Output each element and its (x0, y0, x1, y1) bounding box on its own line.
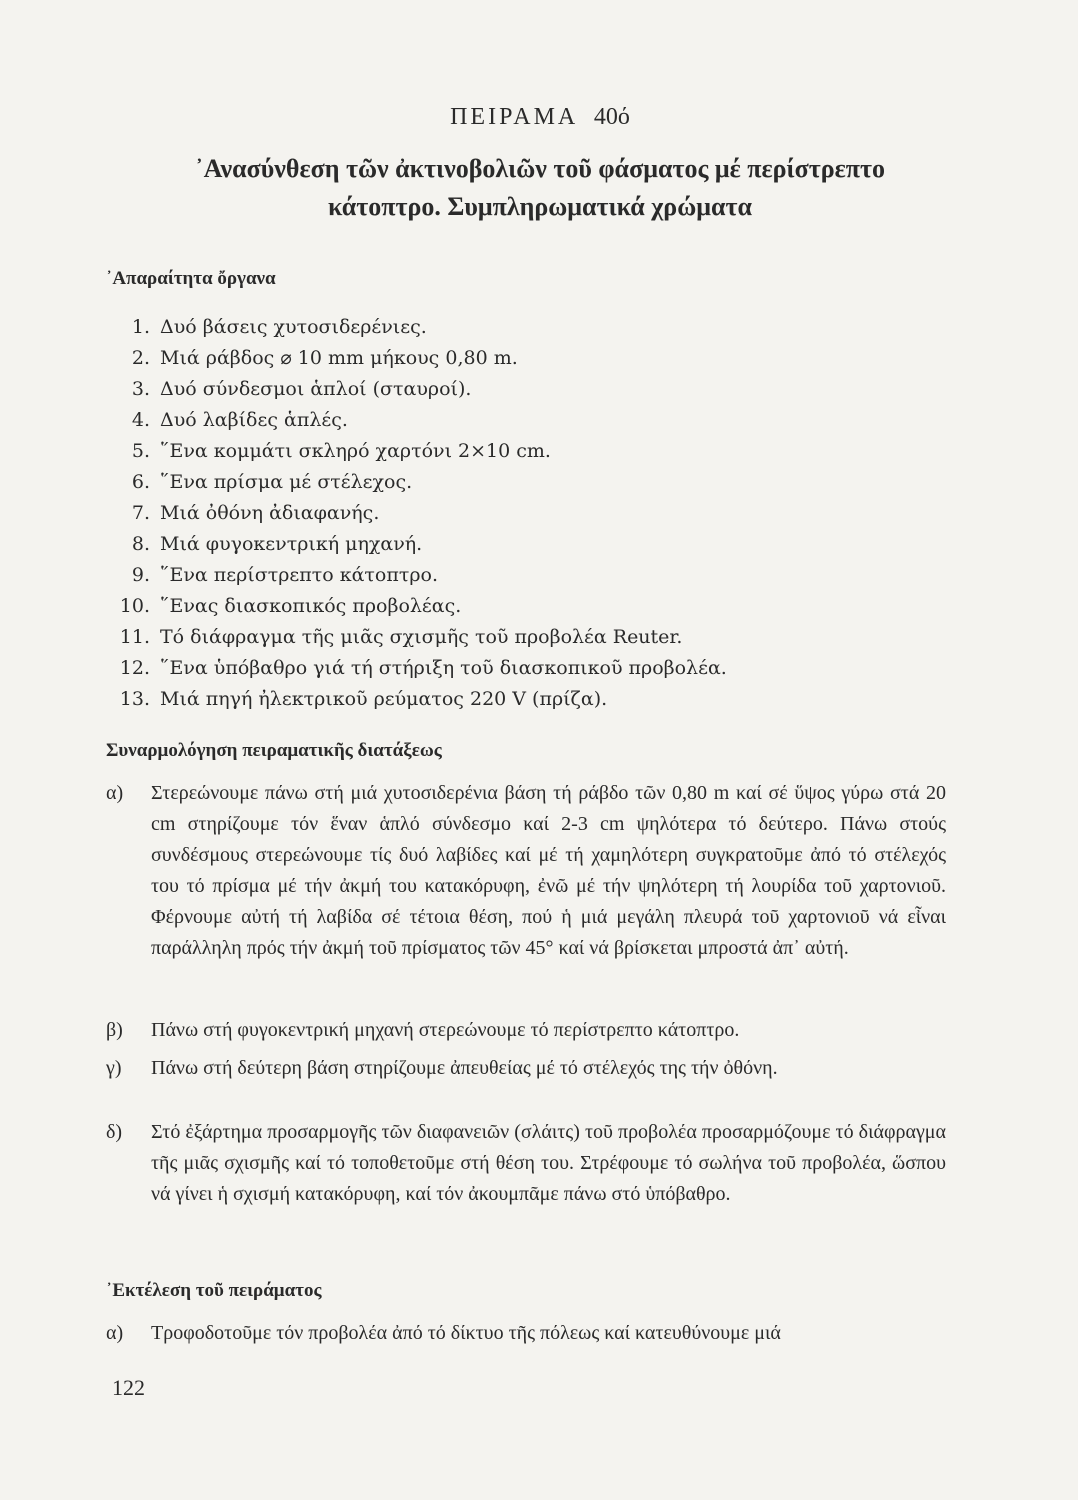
list-item: 11. Τό διάφραγμα τῆς μιᾶς σχισμῆς τοῦ προβολέα Reuter. (119, 626, 683, 648)
list-item: 2. Μιά ράβδος ⌀ 10 mm μήκους 0,80 m. (131, 347, 518, 369)
experiment-number: 40ό (593, 104, 630, 130)
equipment-heading: ᾿Απαραίτητα ὄργανα (106, 268, 276, 289)
list-item: 13. Μιά πηγή ἠλεκτρικοῦ ρεύματος 220 V (πρίζα). (119, 688, 608, 710)
assembly-step-a: α) Στερεώνουμε πάνω στή μιά χυτοσιδερένια βάση τή ράβδο τῶν 0,80 m καί σέ ὕψος γύρω στά 20 cm στηρίζουμε τόν ἕναν ἁπλό σύνδεσμο καί 2-3 cm ψηλότερα τό δεύτερο. Πάνω στούς συνδέσμους στερεώνουμε τίς δυό λαβίδες καί μέ τή χαμηλότερη συγκρατοῦμε ἀπό τό στέλεχός του τό πρίσμα μέ τήν ἀκμή του κατακόρυφη, ἐνῶ μέ τήν ψηλότερη τή λουρίδα τοῦ χαρτονιοῦ. Φέρνουμε αὐτή τή λαβίδα σέ τέτοια θέση, πού ἡ μιά μεγάλη πλευρά τοῦ χαρτονιοῦ νά εἶναι παράλληλη πρός τήν ἀκμή τοῦ πρίσματος τῶν 45° καί νά βρίσκεται μπροστά ἀπ᾿ αὐτή. (106, 782, 946, 959)
execution-step-a: α) Τροφοδοτοῦμε τόν προβολέα ἀπό τό δίκτυο τῆς πόλεως καί κατευθύνουμε μιά (106, 1322, 781, 1344)
list-item: 8. Μιά φυγοκεντρική μηχανή. (131, 533, 423, 555)
list-item: 4. Δυό λαβίδες ἁπλές. (131, 409, 348, 431)
equipment-list (100, 312, 727, 715)
execution-heading: ᾿Εκτέλεση τοῦ πειράματος (106, 1280, 322, 1301)
assembly-step-d: δ) Στό ἐξάρτημα προσαρμογῆς τῶν διαφανειῶν (σλάιτς) τοῦ προβολέα προσαρμόζουμε τό διάφραγμα τῆς μιᾶς σχισμῆς καί τό τοποθετοῦμε στή θέση του. Στρέφουμε τό σωλήνα τοῦ προβολέα, ὥσπου νά γίνει ἡ σχισμή κατακόρυφη, καί τόν ἀκουμπᾶμε πάνω στό ὑπόβαθρο. (106, 1121, 946, 1205)
experiment-label: ΠΕΙΡΑΜΑ (450, 104, 577, 130)
assembly-heading: Συναρμολόγηση πειραματικῆς διατάξεως (106, 740, 442, 761)
list-item: 12. ῞Ενα ὑπόβαθρο γιά τή στήριξη τοῦ διασκοπικοῦ προβολέα. (119, 657, 727, 679)
assembly-step-b: β) Πάνω στή φυγοκεντρική μηχανή στερεώνουμε τό περίστρεπτο κάτοπτρο. (106, 1019, 740, 1041)
experiment-header (100, 104, 980, 131)
assembly-step-c: γ) Πάνω στή δεύτερη βάση στηρίζουμε ἀπευθείας μέ τό στέλεχός της τήν ὀθόνη. (106, 1057, 778, 1079)
list-item: 3. Δυό σύνδεσμοι ἁπλοί (σταυροί). (131, 378, 472, 400)
page-number: 122 (112, 1375, 145, 1400)
title-line-2: κάτοπτρο. Συμπληρωματικά χρώματα (328, 192, 752, 221)
list-item: 10. ῞Ενας διασκοπικός προβολέας. (119, 595, 462, 617)
list-item: 9. ῞Ενα περίστρεπτο κάτοπτρο. (131, 564, 439, 586)
title-line-1: ᾿Ανασύνθεση τῶν ἀκτινοβολιῶν τοῦ φάσματος μέ περίστρεπτο (195, 154, 885, 183)
list-item: 6. ῞Ενα πρίσμα μέ στέλεχος. (131, 471, 413, 493)
list-item: 7. Μιά ὀθόνη ἀδιαφανής. (131, 502, 380, 524)
list-item: 1. Δυό βάσεις χυτοσιδερένιες. (131, 316, 427, 338)
list-item: 5. ῞Ενα κομμάτι σκληρό χαρτόνι 2×10 cm. (131, 440, 551, 462)
page-title (100, 150, 980, 226)
